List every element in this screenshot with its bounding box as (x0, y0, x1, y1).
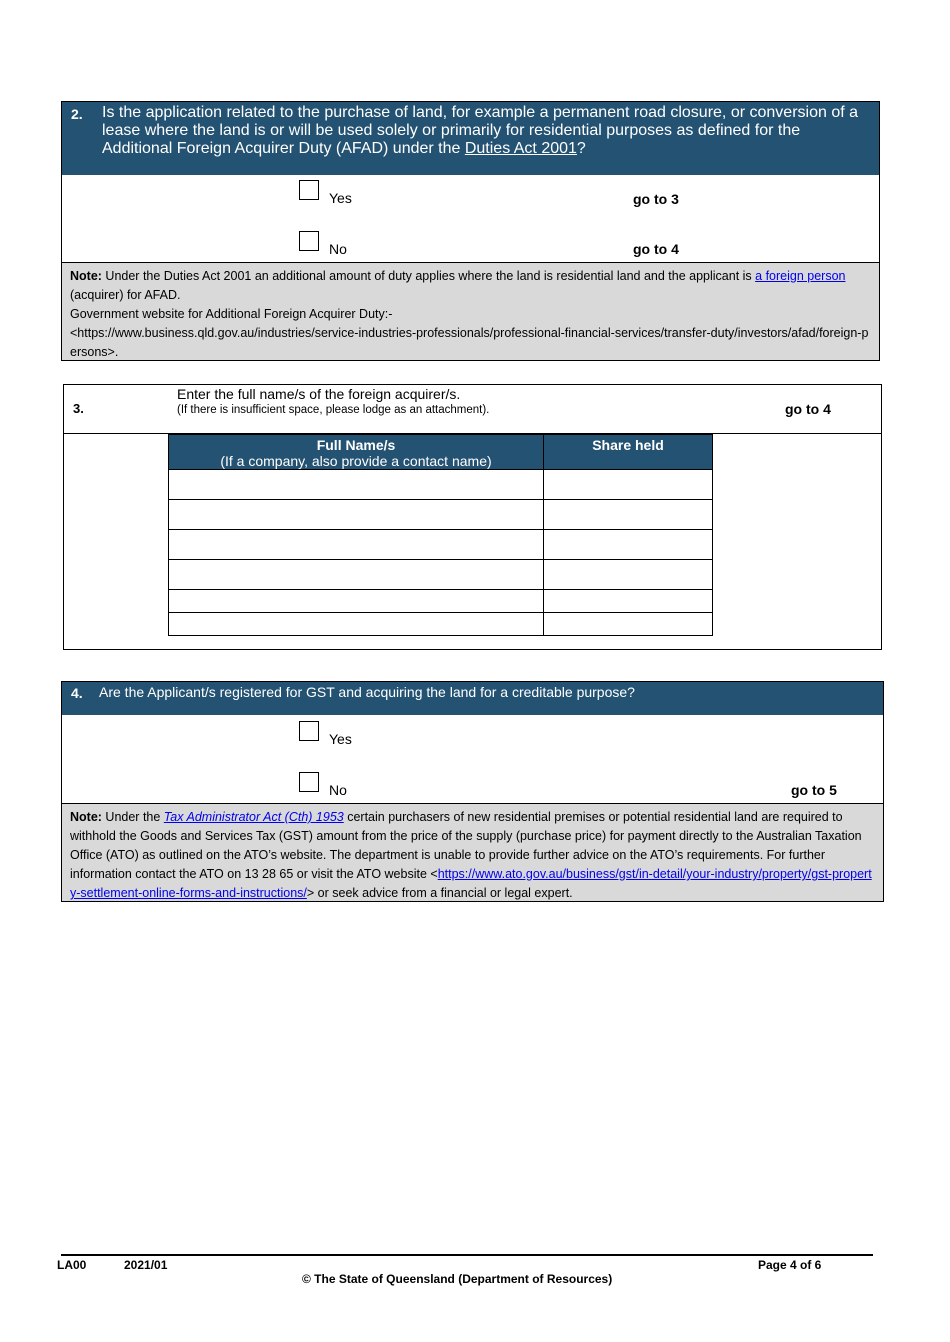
share-held-cell[interactable] (544, 530, 713, 560)
q2-no-label: No (329, 241, 347, 257)
q4-note-post: > or seek advice from a financial or legal expert. (306, 886, 573, 900)
table-row (169, 560, 713, 590)
q2-yes-goto: go to 3 (633, 191, 679, 207)
q2-yes-label: Yes (329, 190, 352, 206)
table-row (169, 470, 713, 500)
form-code: LA00 (57, 1258, 87, 1272)
full-name-cell[interactable] (169, 530, 544, 560)
share-held-cell[interactable] (544, 590, 713, 613)
full-name-header-sub: (If a company, also provide a contact name) (220, 453, 492, 469)
q4-options-area (61, 715, 884, 804)
q2-note-line1 (70, 267, 871, 305)
q4-number: 4. (71, 685, 83, 701)
q4-note-pre: Under the (101, 810, 164, 824)
footer-rule (61, 1254, 873, 1256)
q4-yes-label: Yes (329, 731, 352, 747)
q2-question-end: ? (576, 140, 586, 157)
q2-yes-checkbox[interactable] (299, 180, 319, 200)
full-name-cell[interactable] (169, 590, 544, 613)
table-header-row (169, 435, 713, 470)
q2-number: 2. (71, 106, 83, 122)
q2-note-line2: Government website for Additional Foreign Acquirer Duty:- (70, 307, 393, 321)
page-number: Page 4 of 6 (758, 1258, 822, 1272)
share-held-cell[interactable] (544, 500, 713, 530)
q4-no-label: No (329, 782, 347, 798)
q2-options-area (61, 175, 880, 263)
q2-question (102, 104, 872, 158)
q2-header (61, 101, 880, 176)
full-name-header (169, 435, 544, 470)
full-name-cell[interactable] (169, 560, 544, 590)
q4-note (61, 803, 884, 902)
q2-note-text2: (acquirer) for AFAD. (70, 288, 181, 302)
q2-no-checkbox[interactable] (299, 231, 319, 251)
q4-yes-checkbox[interactable] (299, 721, 319, 741)
full-name-cell[interactable] (169, 500, 544, 530)
q2-question-text: Is the application related to the purchase of land, for example a permanent road closure, or conversion of a lease where the land is or will be used solely or primarily for residential purposes as defined for the Additional Foreign Acquirer Duty (AFAD) under the (102, 104, 858, 157)
table-row (169, 500, 713, 530)
q3-instruction: Enter the full name/s of the foreign acquirer/s. (177, 386, 461, 402)
q3-sub-instruction: (If there is insufficient space, please lodge as an attachment). (177, 404, 490, 416)
share-held-cell[interactable] (544, 470, 713, 500)
ato-website-link[interactable]: https://www.ato.gov.au/business/gst/in-detail/your-industry/property/gst-property-settlement-online-forms-and-instructions/ (70, 867, 872, 900)
q2-note-text1: Under the Duties Act 2001 an additional amount of duty applies where the land is residential land and the applicant is (101, 269, 756, 283)
form-version: 2021/01 (124, 1258, 168, 1272)
share-held-header: Share held (544, 435, 713, 470)
q3-goto: go to 4 (785, 401, 831, 417)
q2-note-line3: <https://www.business.qld.gov.au/industries/service-industries-professionals/professional-financial-services/transfer-duty/investors/afad/foreign-persons>. (70, 326, 869, 359)
q3-number: 3. (73, 401, 84, 416)
q4-header (61, 681, 884, 716)
full-name-cell[interactable] (169, 613, 544, 636)
duties-act-link[interactable]: Duties Act 2001 (464, 140, 577, 157)
q4-no-goto: go to 5 (791, 782, 837, 798)
table-row (169, 613, 713, 636)
full-name-cell[interactable] (169, 470, 544, 500)
q4-no-checkbox[interactable] (299, 772, 319, 792)
full-name-header-title: Full Name/s (316, 437, 396, 453)
q4-note-mid: certain purchasers of new residential premises or potential residential land are required to withhold the Goods and Services Tax (GST) amount from the price of the supply (purchase price) for payment directly to the Australian Taxation Office (ATO) as outlined on the ATO’s website. The department is unable to provide further advice on the ATO’s requirements. For further information contact the ATO on 13 28 65 or visit the ATO website < (70, 810, 862, 881)
q4-question: Are the Applicant/s registered for GST and acquiring the land for a creditable purpose? (99, 684, 635, 700)
tax-admin-act-link[interactable]: Tax Administrator Act (Cth) 1953 (163, 810, 344, 824)
foreign-person-link[interactable]: a foreign person (755, 269, 846, 283)
share-held-cell[interactable] (544, 560, 713, 590)
foreign-acquirers-table (168, 434, 713, 636)
q4-note-label: Note: (70, 810, 102, 824)
q2-no-goto: go to 4 (633, 241, 679, 257)
table-row (169, 530, 713, 560)
share-held-cell[interactable] (544, 613, 713, 636)
copyright: © The State of Queensland (Department of Resources) (302, 1272, 613, 1286)
table-row (169, 590, 713, 613)
q2-note-label: Note: (70, 269, 102, 283)
q2-note (61, 262, 880, 361)
